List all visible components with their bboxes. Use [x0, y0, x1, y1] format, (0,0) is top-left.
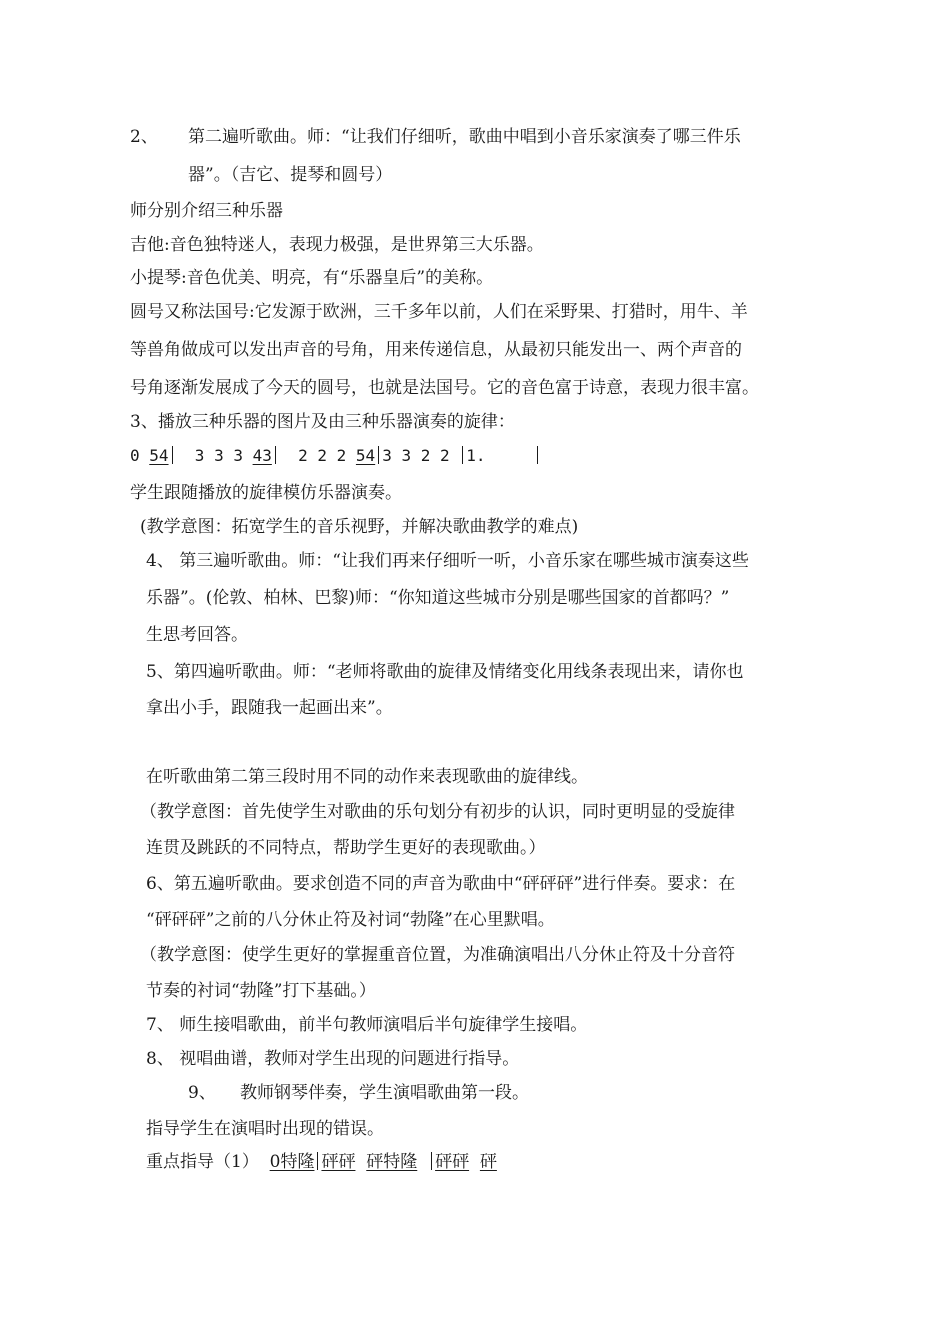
item-8: 8、 视唱曲谱，教师对学生出现的问题进行指导。 [146, 1049, 520, 1069]
item-2-line-2: 器”。（吉它、提琴和圆号） [188, 165, 393, 185]
violin-description: 小提琴:音色优美、明亮，有“乐器皇后”的美称。 [130, 268, 494, 288]
teaching-intent-3-line-2: 节奏的衬词“勃隆”打下基础。） [146, 981, 376, 1001]
bar-line [431, 1152, 432, 1170]
item-7: 7、 师生接唱歌曲，前半句教师演唱后半句旋律学生接唱。 [146, 1015, 588, 1035]
horn-description-line-2: 等兽角做成可以发出声音的号角，用来传递信息，从最初只能发出一、两个声音的 [130, 340, 742, 360]
teaching-intent-3-line-1: （教学意图：使学生更好的掌握重音位置，为准确演唱出八分休止符及十分音符 [140, 945, 735, 965]
focus-rhythm-5: 砰 [479, 1152, 497, 1172]
item-4-line-1: 4、 第三遍听歌曲。师：“让我们再来仔细听一听，小音乐家在哪些城市演奏这些 [146, 551, 749, 571]
instrument-intro: 师分别介绍三种乐器 [130, 201, 283, 221]
bar-line [172, 446, 173, 464]
notation-underlined-43: 43 [252, 446, 272, 465]
item-5-line-1: 5、第四遍听歌曲。师：“老师将歌曲的旋律及情绪变化用线条表现出来，请你也 [146, 662, 744, 682]
focus-rhythm-2: 砰砰 [321, 1152, 356, 1172]
item-9-number: 9、 [188, 1083, 216, 1103]
imitate-instruments: 学生跟随播放的旋律模仿乐器演奏。 [130, 483, 402, 503]
item-4-line-3: 生思考回答。 [146, 625, 248, 645]
focus-rhythm-1: 0特隆 [269, 1152, 315, 1172]
bar-line [537, 446, 538, 464]
focus-rhythm-3: 砰特隆 [366, 1152, 418, 1172]
item-3: 3、播放三种乐器的图片及由三种乐器演奏的旋律： [130, 412, 515, 432]
teaching-intent-2-line-2: 连贯及跳跃的不同特点，帮助学生更好的表现歌曲。） [146, 838, 546, 858]
focus-rhythm-4: 砰砰 [435, 1152, 470, 1172]
melody-notation: 0 54 3 3 3 43 2 2 2 54 3 3 2 2 1. [130, 444, 541, 468]
focus-guidance: 重点指导（1） 0特隆 砰砰 砰特隆 砰砰 砰 [146, 1152, 497, 1172]
item-4-line-2: 乐器”。(伦敦、柏林、巴黎)师：“你知道这些城市分别是哪些国家的首都吗？” [146, 588, 730, 608]
teaching-intent-1: (教学意图：拓宽学生的音乐视野，并解决歌曲教学的难点) [140, 517, 579, 537]
bar-line [462, 446, 463, 464]
guitar-description: 吉他:音色独特迷人，表现力极强，是世界第三大乐器。 [130, 235, 544, 255]
bar-line [275, 446, 276, 464]
action-melody-line: 在听歌曲第二第三段时用不同的动作来表现歌曲的旋律线。 [146, 767, 588, 787]
item-6-line-1: 6、第五遍听歌曲。要求创造不同的声音为歌曲中“砰砰砰”进行伴奏。要求：在 [146, 874, 736, 894]
item-5-line-2: 拿出小手，跟随我一起画出来”。 [146, 698, 393, 718]
notation-underlined-54: 54 [149, 446, 169, 465]
teaching-intent-2-line-1: （教学意图：首先使学生对歌曲的乐句划分有初步的认识，同时更明显的受旋律 [140, 802, 735, 822]
guide-errors: 指导学生在演唱时出现的错误。 [146, 1119, 384, 1139]
horn-description-line-1: 圆号又称法国号:它发源于欧洲，三千多年以前，人们在采野果、打猎时，用牛、羊 [130, 302, 748, 322]
item-2-number: 2、 [130, 127, 158, 147]
item-2-line-1: 2、 第二遍听歌曲。师：“让我们仔细听，歌曲中唱到小音乐家演奏了哪三件乐 [130, 127, 741, 147]
bar-line [378, 446, 379, 464]
horn-description-line-3: 号角逐渐发展成了今天的圆号，也就是法国号。它的音色富于诗意，表现力很丰富。 [130, 378, 759, 398]
bar-line [317, 1152, 318, 1170]
notation-underlined-54: 54 [355, 446, 376, 465]
item-6-line-2: “砰砰砰”之前的八分休止符及衬词“勃隆”在心里默唱。 [146, 910, 555, 930]
item-9: 9、 教师钢琴伴奏，学生演唱歌曲第一段。 [188, 1083, 529, 1103]
